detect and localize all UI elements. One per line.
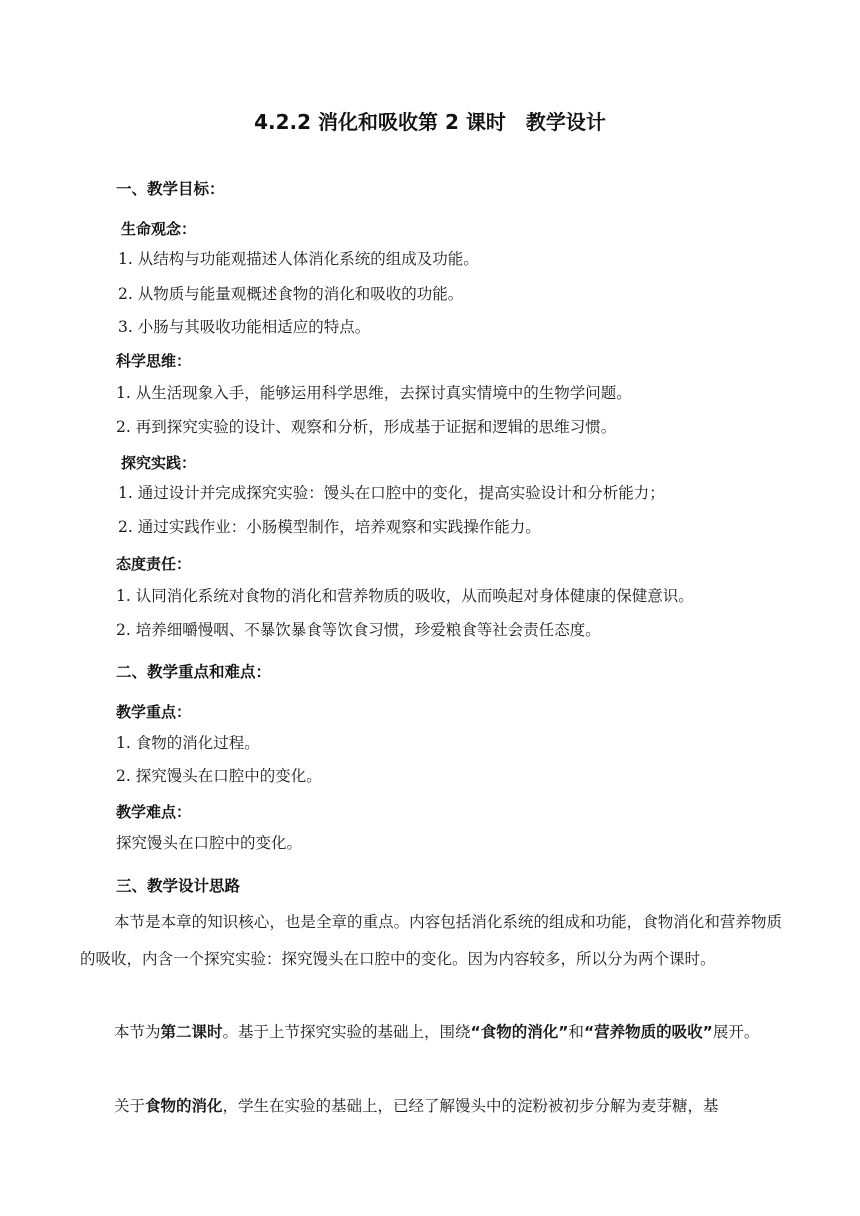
section-heading-objectives: 一、教学目标： bbox=[116, 180, 225, 198]
list-item: 3. 小肠与其吸收功能相适应的特点。 bbox=[118, 318, 371, 336]
list-item: 2. 探究馒头在口腔中的变化。 bbox=[116, 767, 322, 785]
subheading-difficult-points: 教学难点： bbox=[116, 803, 192, 821]
list-item: 2. 培养细嚼慢咽、不暴饮暴食等饮食习惯，珍爱粮食等社会责任态度。 bbox=[116, 621, 601, 639]
subheading-inquiry-practice: 探究实践： bbox=[121, 454, 197, 472]
section-heading-design-ideas: 三、教学设计思路 bbox=[116, 877, 241, 895]
list-item: 1. 认同消化系统对食物的消化和营养物质的吸收，从而唤起对身体健康的保健意识。 bbox=[116, 587, 694, 605]
subheading-scientific-thinking: 科学思维： bbox=[116, 352, 192, 370]
list-item: 2. 通过实践作业：小肠模型制作，培养观察和实践操作能力。 bbox=[118, 518, 541, 536]
body-paragraph: 本节为第二课时。基于上节探究实验的基础上，围绕“食物的消化”和“营养物质的吸收”展开。 bbox=[114, 1023, 760, 1041]
subheading-life-concept: 生命观念： bbox=[121, 220, 197, 238]
list-item: 2. 再到探究实验的设计、观察和分析，形成基于证据和逻辑的思维习惯。 bbox=[116, 418, 617, 436]
subheading-attitude-responsibility: 态度责任： bbox=[116, 555, 192, 573]
list-item: 2. 从物质与能量观概述食物的消化和吸收的功能。 bbox=[118, 285, 464, 303]
body-paragraph: 关于食物的消化，学生在实验的基础上，已经了解馒头中的淀粉被初步分解为麦芽糖，基 bbox=[114, 1097, 719, 1115]
body-paragraph: 本节是本章的知识核心，也是全章的重点。内容包括消化系统的组成和功能，食物消化和营养物质的吸收，内含一个探究实验：探究馒头在口腔中的变化。因为内容较多，所以分为两个课时。 bbox=[80, 913, 782, 968]
section-heading-key-points: 二、教学重点和难点： bbox=[116, 663, 272, 681]
list-item: 1. 从生活现象入手，能够运用科学思维，去探讨真实情境中的生物学问题。 bbox=[116, 384, 632, 402]
list-item: 1. 通过设计并完成探究实验：馒头在口腔中的变化，提高实验设计和分析能力； bbox=[118, 484, 665, 502]
list-item: 1. 食物的消化过程。 bbox=[116, 734, 260, 752]
list-item: 探究馒头在口腔中的变化。 bbox=[116, 834, 303, 852]
document-title: 4.2.2 消化和吸收第 2 课时 教学设计 bbox=[254, 110, 606, 134]
list-item: 1. 从结构与功能观描述人体消化系统的组成及功能。 bbox=[118, 250, 479, 268]
subheading-key-points: 教学重点： bbox=[116, 703, 192, 721]
